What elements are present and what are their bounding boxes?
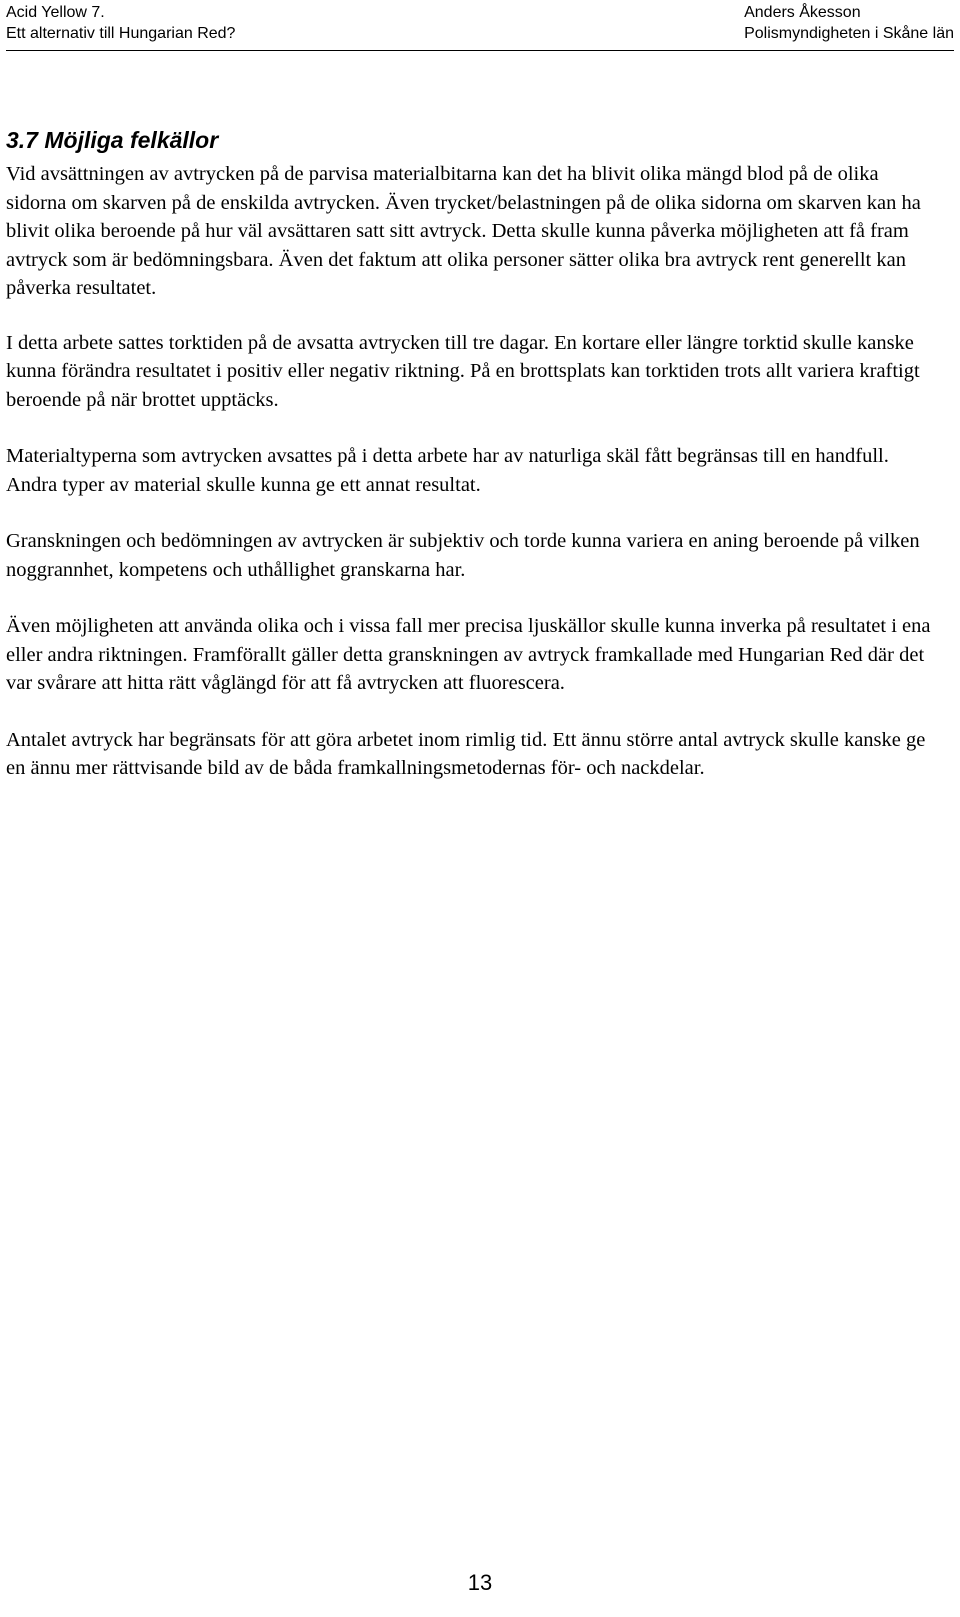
paragraph: Antalet avtryck har begränsats för att göra arbetet inom rimlig tid. Ett ännu större antal avtryck skulle kanske ge en ännu mer rättvisande bild av de båda framkallningsmetodernas för- och nackdelar. <box>6 728 926 779</box>
paragraph: Materialtyperna som avtrycken avsattes på i detta arbete har av naturliga skäl fått begränsas till en handfull. Andra typer av material skulle kunna ge ett annat resultat. <box>6 445 889 496</box>
header-organization: Polismyndigheten i Skåne län <box>744 25 954 42</box>
paragraph: Även möjligheten att använda olika och i vissa fall mer precisa ljuskällor skulle kunna inverka på resultatet i ena eller andra riktningen. Framförallt gäller detta granskningen av avtryck framkallade med Hungarian Red där det var svårare att hitta rätt våglängd för att få avtrycken att fluorescera. <box>6 615 931 694</box>
section-heading: 3.7 Möjliga felkällor <box>6 127 219 153</box>
page-content <box>6 126 941 811</box>
header-author-name: Anders Åkesson <box>744 4 861 21</box>
page-header <box>6 0 954 51</box>
header-title-line: Acid Yellow 7. <box>6 4 105 21</box>
header-document-title <box>6 2 235 44</box>
paragraph: Vid avsättningen av avtrycken på de parvisa materialbitarna kan det ha blivit olika mängd blod på de olika sidorna om skarven på de enskilda avtrycken. Även trycket/belastningen på de olika sidorna om skarven kan ha blivit olika beroende på hur väl avsättaren satt sitt avtryck. Detta skulle kunna påverka möjligheten att få fram avtryck som är bedömningsbara. Även det faktum att olika personer sätter olika bra avtryck rent generellt kan påverka resultatet. <box>6 163 921 299</box>
header-subtitle-line: Ett alternativ till Hungarian Red? <box>6 25 236 42</box>
paragraph: Granskningen och bedömningen av avtrycken är subjektiv och torde kunna variera en aning beroende på vilken noggrannhet, kompetens och uthållighet granskarna har. <box>6 530 920 581</box>
paragraph: I detta arbete sattes torktiden på de avsatta avtrycken till tre dagar. En kortare eller längre torktid skulle kanske kunna förändra resultatet i positiv eller negativ riktning. På en brottsplats kan torktiden trots allt variera kraftigt beroende på när brottet upptäcks. <box>6 331 920 411</box>
page-number: 13 <box>467 1570 493 1595</box>
header-author-block <box>744 2 954 44</box>
